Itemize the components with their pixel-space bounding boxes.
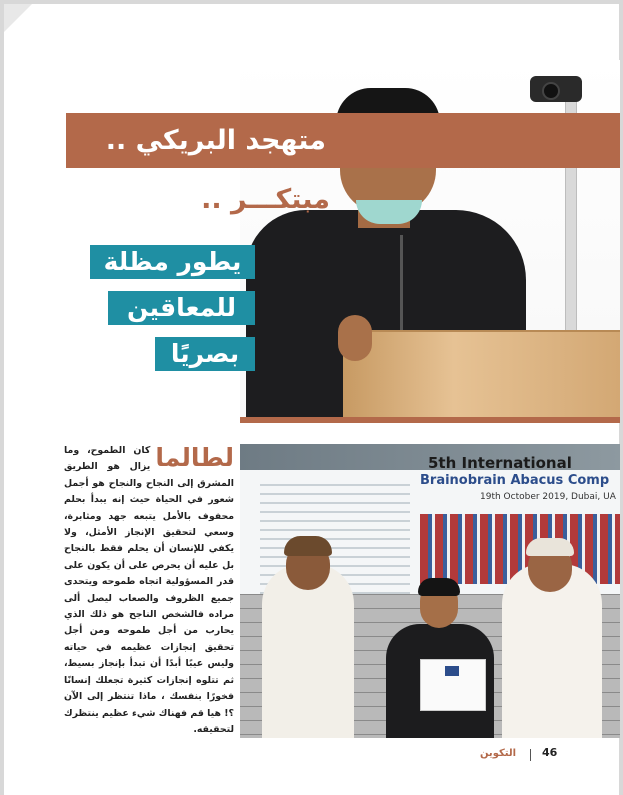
dropcap-word: لطالما	[155, 443, 234, 472]
boy-hand	[338, 315, 372, 361]
man-left	[262, 564, 354, 738]
highlight-line-1: يطور مظلة	[90, 245, 255, 279]
page-number: 46	[542, 746, 558, 759]
section-divider	[240, 417, 620, 423]
article-text: كان الطموح، وما يزال هو الطريق المشرق إلى النجاح والنجاح هو أجمل شعور في الحياة حيث إنه يبدأ بحلم محفوف بالأمل يتبعه جهد ومثابرة، وسعي لتحقيق الإنجاز الأمثل، ولا يكفي للإنسان أن يحلم فقط بالنجاح بل عليه أن يحرص على أن يكون على قدر المسؤولية اتجاه طموحه ويتحدى جميع الظروف والصعاب ليصل ألى مراده فالشخص الناجح هو ذلك الذي يحارب من أجل طموحه ومن أجل تحقيق إنجازات عظيمه في حياته وليس عيبًا أبدًا أن تبدأ بإنجاز بسيط، ثم تتلوه إنجازات كثيرة تجعلك إنسانًا فخورًا بنفسك ، ماذا تنتظر إلى الآن ؟! هيا قم فهناك شيء عظيم ينتظرك لتحقيقه.	[64, 445, 234, 735]
banner-date: 19th October 2019, Dubai, UA	[480, 492, 616, 502]
man-right-turban	[526, 538, 574, 556]
banner-title-line2: Brainobrain Abacus Comp	[420, 473, 610, 488]
highlight-line-3: بصريًا	[155, 337, 255, 371]
certificate-logo-icon	[445, 666, 459, 676]
magazine-logo: التكوين	[479, 748, 517, 759]
man-left-cap	[284, 536, 332, 556]
article-body	[64, 443, 234, 743]
article-subtitle: مبتكـــر ..	[201, 184, 330, 215]
page-border-top	[0, 0, 623, 4]
article-title: متهجد البريكي ..	[105, 125, 326, 156]
camera-lens	[542, 82, 560, 100]
page-border-left	[0, 0, 4, 795]
footer-separator	[530, 749, 531, 761]
award-photo	[240, 444, 620, 738]
highlight-line-2: للمعاقين	[108, 291, 255, 325]
boy-center-hair	[418, 578, 460, 596]
banner-title-line1: 5th International	[428, 454, 572, 472]
page-corner	[0, 0, 36, 36]
wooden-podium	[343, 332, 620, 420]
